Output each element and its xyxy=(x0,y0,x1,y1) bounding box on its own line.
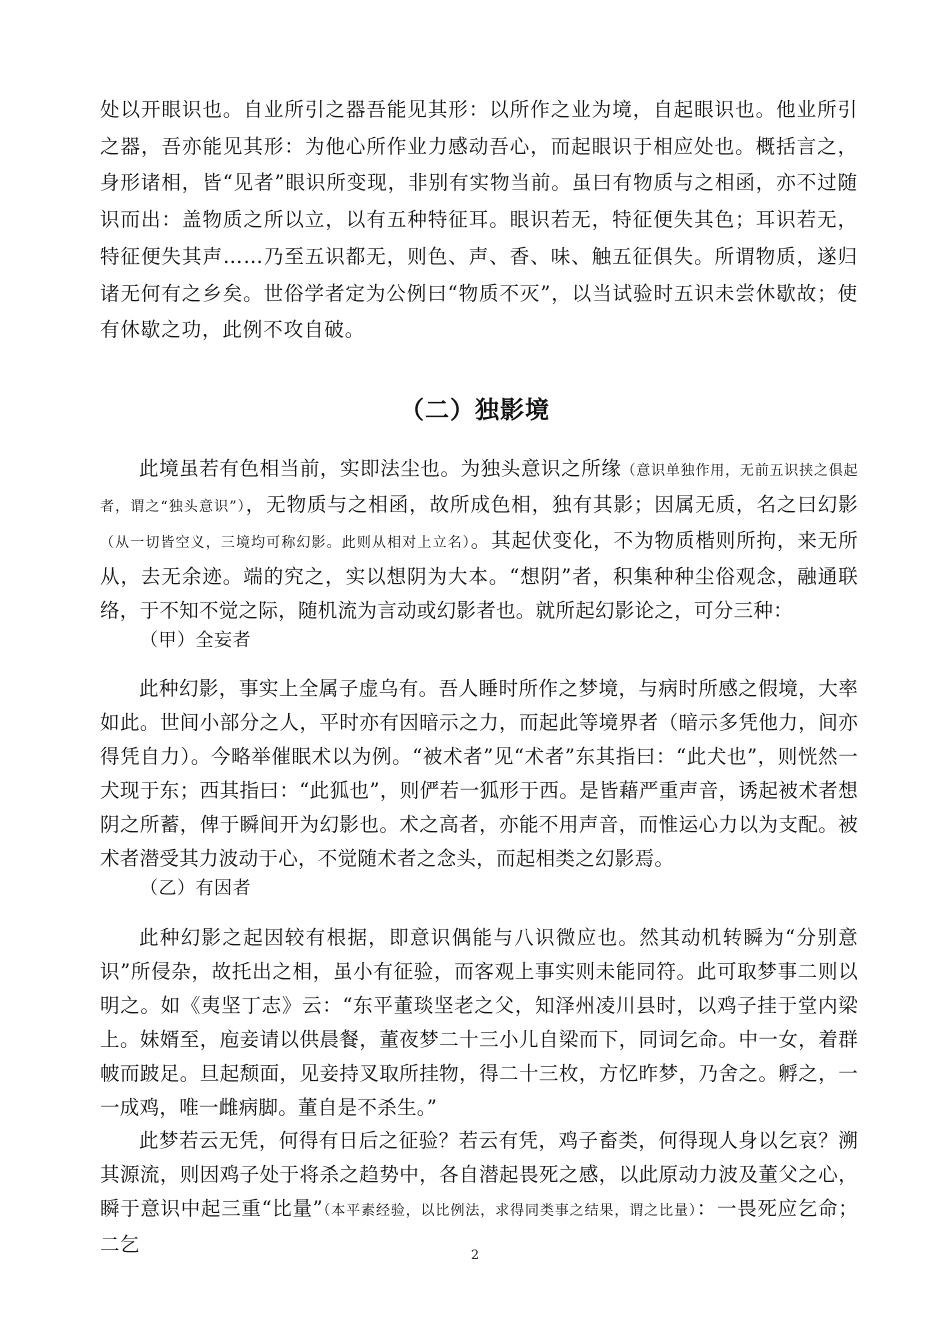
section-title: （二）独影境 xyxy=(400,396,550,424)
paragraph-text: 。其起伏变化，不为物质楷则所拘，来无所从，去无余迹。端的究之，实以想阴为大本。“想阴”者，积集种种尘俗观念，融通联络，于不知不觉之际，随机流为言动或幻影者也。就所起幻影论之，可分三种： xyxy=(100,529,859,622)
paragraph-text: 此种幻影，事实上全属子虚乌有。吾人睡时所作之梦境，与病时所感之假境，大率如此。世间小部分之人，平时亦有因暗示之力，而起此等境界者（暗示多凭他力，间亦得凭自力）。今略举催眠术以为例。“被术者”见“术者”东其指曰：“此犬也”，则恍然一犬现于东；西其指曰：“此狐也”，则俨若一狐形于西。是皆藉严重声音，诱起被术者想阴之所蓄，俾于瞬间开为幻影也。术之高者，亦能不用声音，而惟运心力以为支配。被术者潜受其力波动于心，不觉随术者之念头，而起相类之幻影焉。 xyxy=(100,677,858,870)
paragraph-dream-analysis xyxy=(100,1124,858,1262)
paragraph-text: 此境虽若有色相当前，实即法尘也。为独头意识之所缘 xyxy=(139,457,622,480)
paragraph-solitary-image-realm xyxy=(100,452,858,628)
paragraph-text: 处以开眼识也。自业所引之器吾能见其形：以所作之业为境，自起眼识也。他业所引之器，吾亦能见其形：为他心所作业力感动吾心，而起眼识于相应处也。概括言之，身形诸相，皆“见者”眼识所变现，非别有实物当前。虽曰有物质与之相函，亦不过随识而出：盖物质之所以立，以有五种特征耳。眼识若无，特征便失其色；耳识若无，特征便失其声……乃至五识都无，则色、声、香、味、触五征俱失。所谓物质，遂归诸无何有之乡矣。世俗学者定为公例曰“物质不灭”，以当试验时五识未尝休歇故；使有休歇之功，此例不攻自破。 xyxy=(100,98,858,342)
paragraph-text: 此梦若云无凭，何得有日后之征验？若云有凭，鸡子畜类，何得现人身以乞哀？溯其源流，则因鸡子处于将杀之趋势中，各自潜起畏死之感，以此原动力波及董父之心，瞬于意识中起三重“比量” xyxy=(100,1129,858,1220)
paragraph-text: ，无物质与之相函，故所成色相，独有其影；因属无质，名之曰幻影 xyxy=(245,493,858,516)
inline-note: （本平素经验，以比例法，求得同类事之结果，谓之比量） xyxy=(322,1203,697,1219)
subheading-entirely-false: （甲）全妄者 xyxy=(140,630,251,651)
paragraph-with-cause xyxy=(100,921,858,1125)
subheading-with-cause: （乙）有因者 xyxy=(140,878,251,899)
paragraph-entirely-false xyxy=(100,672,858,876)
inline-note: （从一切皆空义，三境均可称幻影。此则从相对上立名） xyxy=(100,535,471,551)
page-number: 2 xyxy=(470,1248,480,1263)
paragraph-text: 此种幻影之起因较有根据，即意识偶能与八识微应也。然其动机转瞬为“分别意识”所侵杂，故托出之相，虽小有征验，而客观上事实则未能同符。此可取梦事二则以明之。如《夷坚丁志》云：“东平董琰坚老之父，知泽州凌川县时，以鸡子挂于堂内梁上。妹婿至，庖妾请以供晨餐，董夜梦二十三小儿自梁而下，同词乞命。中一女，着群帔而跛足。旦起颓面，见妾持叉取所挂物，得二十三枚，方忆昨梦，乃舍之。孵之，一一成鸡，唯一雌病脚。董自是不杀生。” xyxy=(100,926,858,1119)
paragraph-eye-consciousness xyxy=(100,92,858,349)
inline-note: （意识单独作用，无前五识挟之俱起者，谓之“独头意识”） xyxy=(100,463,859,515)
paragraph-text: ：一畏死应乞命；二乞 xyxy=(100,1197,858,1256)
